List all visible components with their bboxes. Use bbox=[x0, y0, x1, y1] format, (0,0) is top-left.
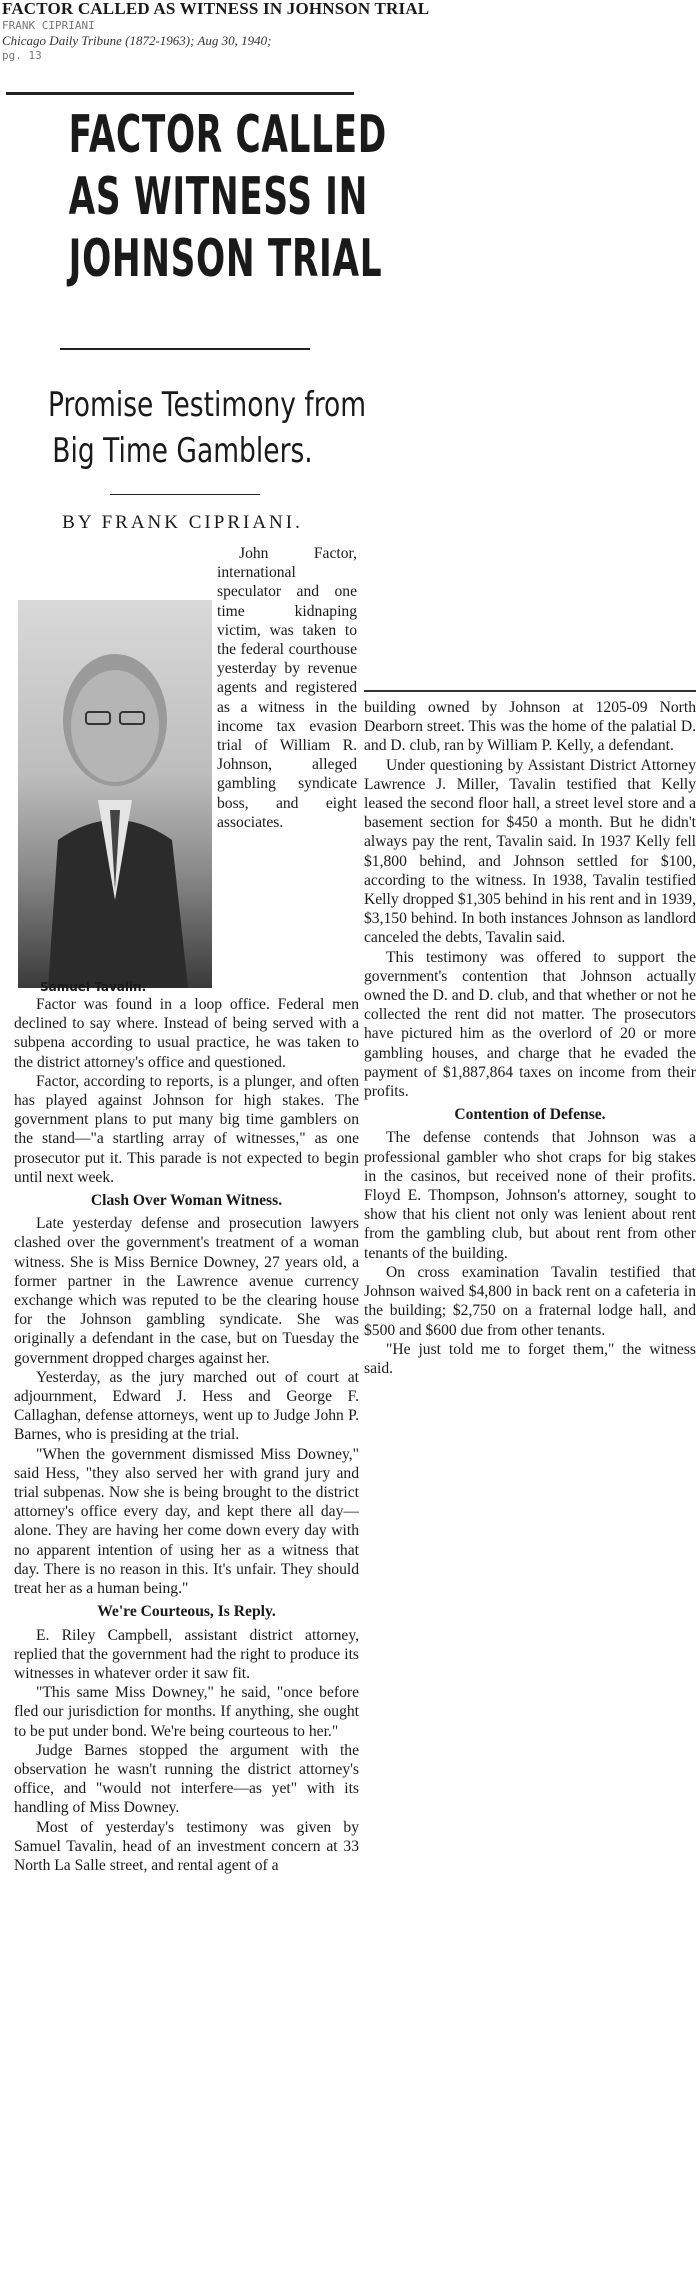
paragraph-9: Judge Barnes stopped the argument with the observation he wasn't running the district attorney's office, and "would not interfere—as yet" with its handling of Miss Downey. bbox=[14, 1741, 359, 1817]
lead-paragraph-top bbox=[12, 544, 357, 1022]
citation-header bbox=[2, 0, 692, 63]
right-paragraph-3: This testimony was offered to support the government's contention that Johnson actually owned the D. and D. club, and that whether or not he collected the rent did not matter. The prosecutors have pictured him as the overlord of 20 or more gambling houses, and charge that he evaded the payment of $1,887,864 taxes on income from their profits. bbox=[364, 948, 696, 1101]
subheading-clash: Clash Over Woman Witness. bbox=[90, 1192, 283, 1210]
headline-line-2: AS WITNESS IN bbox=[68, 167, 369, 227]
paragraph-4: Late yesterday defense and prosecution lawyers clashed over the government's treatment of a woman witness. She is Miss Bernice Downey, 27 years old, a former partner in the Lawrence avenue currency exchange which was reputed to be the clearing house for the Johnson gambling syndicate. She was originally a defendant in the case, but on Tuesday the government dropped charges against her. bbox=[14, 1215, 359, 1367]
citation-page: pg. 13 bbox=[2, 49, 42, 62]
top-rule bbox=[6, 92, 354, 95]
subheading-defense: Contention of Defense. bbox=[454, 1106, 606, 1124]
subhead-line-1: Promise Testimony from bbox=[47, 385, 367, 425]
right-column bbox=[364, 698, 696, 1378]
right-paragraph-6: "He just told me to forget them," the witness said. bbox=[364, 1340, 696, 1377]
right-paragraph-1: building owned by Johnson at 1205-09 North Dearborn street. This was the home of the palatial D. and D. club, ran by William P. Kelly, a defendant. bbox=[364, 699, 696, 755]
paragraph-8: "This same Miss Downey," he said, "once before fled our jurisdiction for months. If anything, she ought to be put under bond. We're being courteous to her." bbox=[14, 1684, 359, 1740]
right-column-rule bbox=[364, 690, 696, 692]
left-column-continued bbox=[14, 995, 359, 1875]
subhead-line-2: Big Time Gamblers. bbox=[52, 431, 313, 471]
article-subhead bbox=[47, 382, 367, 474]
subheading-courteous: We're Courteous, Is Reply. bbox=[97, 1603, 276, 1621]
citation-source: Chicago Daily Tribune (1872-1963); Aug 30, 1940; bbox=[2, 33, 272, 48]
citation-title: FACTOR CALLED AS WITNESS IN JOHNSON TRIAL bbox=[2, 0, 430, 18]
right-paragraph-5: On cross examination Tavalin testified that Johnson waived $4,800 in back rent on a cafeteria in the building; $2,750 on a fraternal lodge hall, and $500 and $600 due from other tenants. bbox=[364, 1263, 696, 1339]
paragraph-10: Most of yesterday's testimony was given by Samuel Tavalin, head of an investment concern at 33 North La Salle street, and rental agent of a bbox=[14, 1818, 359, 1874]
byline: BY FRANK CIPRIANI. bbox=[62, 512, 303, 533]
headline-line-3: JOHNSON TRIAL bbox=[68, 229, 383, 289]
headline-line-1: FACTOR CALLED bbox=[68, 105, 387, 165]
paragraph-3: Factor, according to reports, is a plunger, and often has played against Johnson for high stakes. The government plans to put many big time gamblers on the stand—"a startling array of witnesses," as one prosecutor put it. This parade is not expected to begin until next week. bbox=[14, 1072, 359, 1186]
right-paragraph-2: Under questioning by Assistant District Attorney Lawrence J. Miller, Tavalin testified that Kelly leased the second floor hall, a street level store and a basement section for $450 a month. But he didn't always pay the rent, Tavalin said. In 1937 Kelly fell $1,800 behind, and Johnson settled for $100, according to the witness. In 1938, Tavalin testified Kelly dropped $1,305 behind in his rent and in 1939, $3,150 behind. In both instances Johnson as landlord canceled the debts, Tavalin said. bbox=[364, 756, 696, 947]
article-headline bbox=[68, 104, 387, 290]
subhead-rule bbox=[110, 494, 260, 495]
photo-caption: Samuel Tavalin. bbox=[40, 980, 147, 994]
citation-author: FRANK CIPRIANI bbox=[2, 19, 95, 32]
paragraph-2: Factor was found in a loop office. Federal men declined to say where. Instead of being served with a subpena according to usual practice, he was taken to the district attorney's office and questioned. bbox=[14, 996, 359, 1071]
right-paragraph-4: The defense contends that Johnson was a professional gambler who shot craps for big stakes in the casinos, but received none of their profits. Floyd E. Thompson, Johnson's attorney, sought to show that his client not only was lenient about rent from the gambling club, but about rent from other tenants of the building. bbox=[364, 1129, 696, 1262]
paragraph-6: "When the government dismissed Miss Downey," said Hess, "they also served her with grand jury and trial subpenas. Now she is being brought to the district attorney's office every day, and kept there all day—alone. They are having her come down every day with no apparent intention of using her as a witness that day. There is no reason in this. It's unfair. They should treat her as a human being." bbox=[14, 1445, 359, 1598]
headline-rule bbox=[60, 348, 310, 350]
paragraph-5: Yesterday, as the jury marched out of court at adjournment, Edward J. Hess and George F. Callaghan, defense attorneys, went up to Judge John P. Barnes, who is presiding at the trial. bbox=[14, 1368, 359, 1444]
paragraph-7: E. Riley Campbell, assistant district attorney, replied that the government had the right to produce its witnesses in whatever order it saw fit. bbox=[14, 1626, 359, 1682]
lead-paragraph: John Factor, international speculator and one time kidnaping victim, was taken to the federal courthouse yesterday by revenue agents and registered as a witness in the income tax evasion trial of William R. Johnson, alleged gambling syndicate boss, and eight associates. bbox=[217, 545, 357, 831]
